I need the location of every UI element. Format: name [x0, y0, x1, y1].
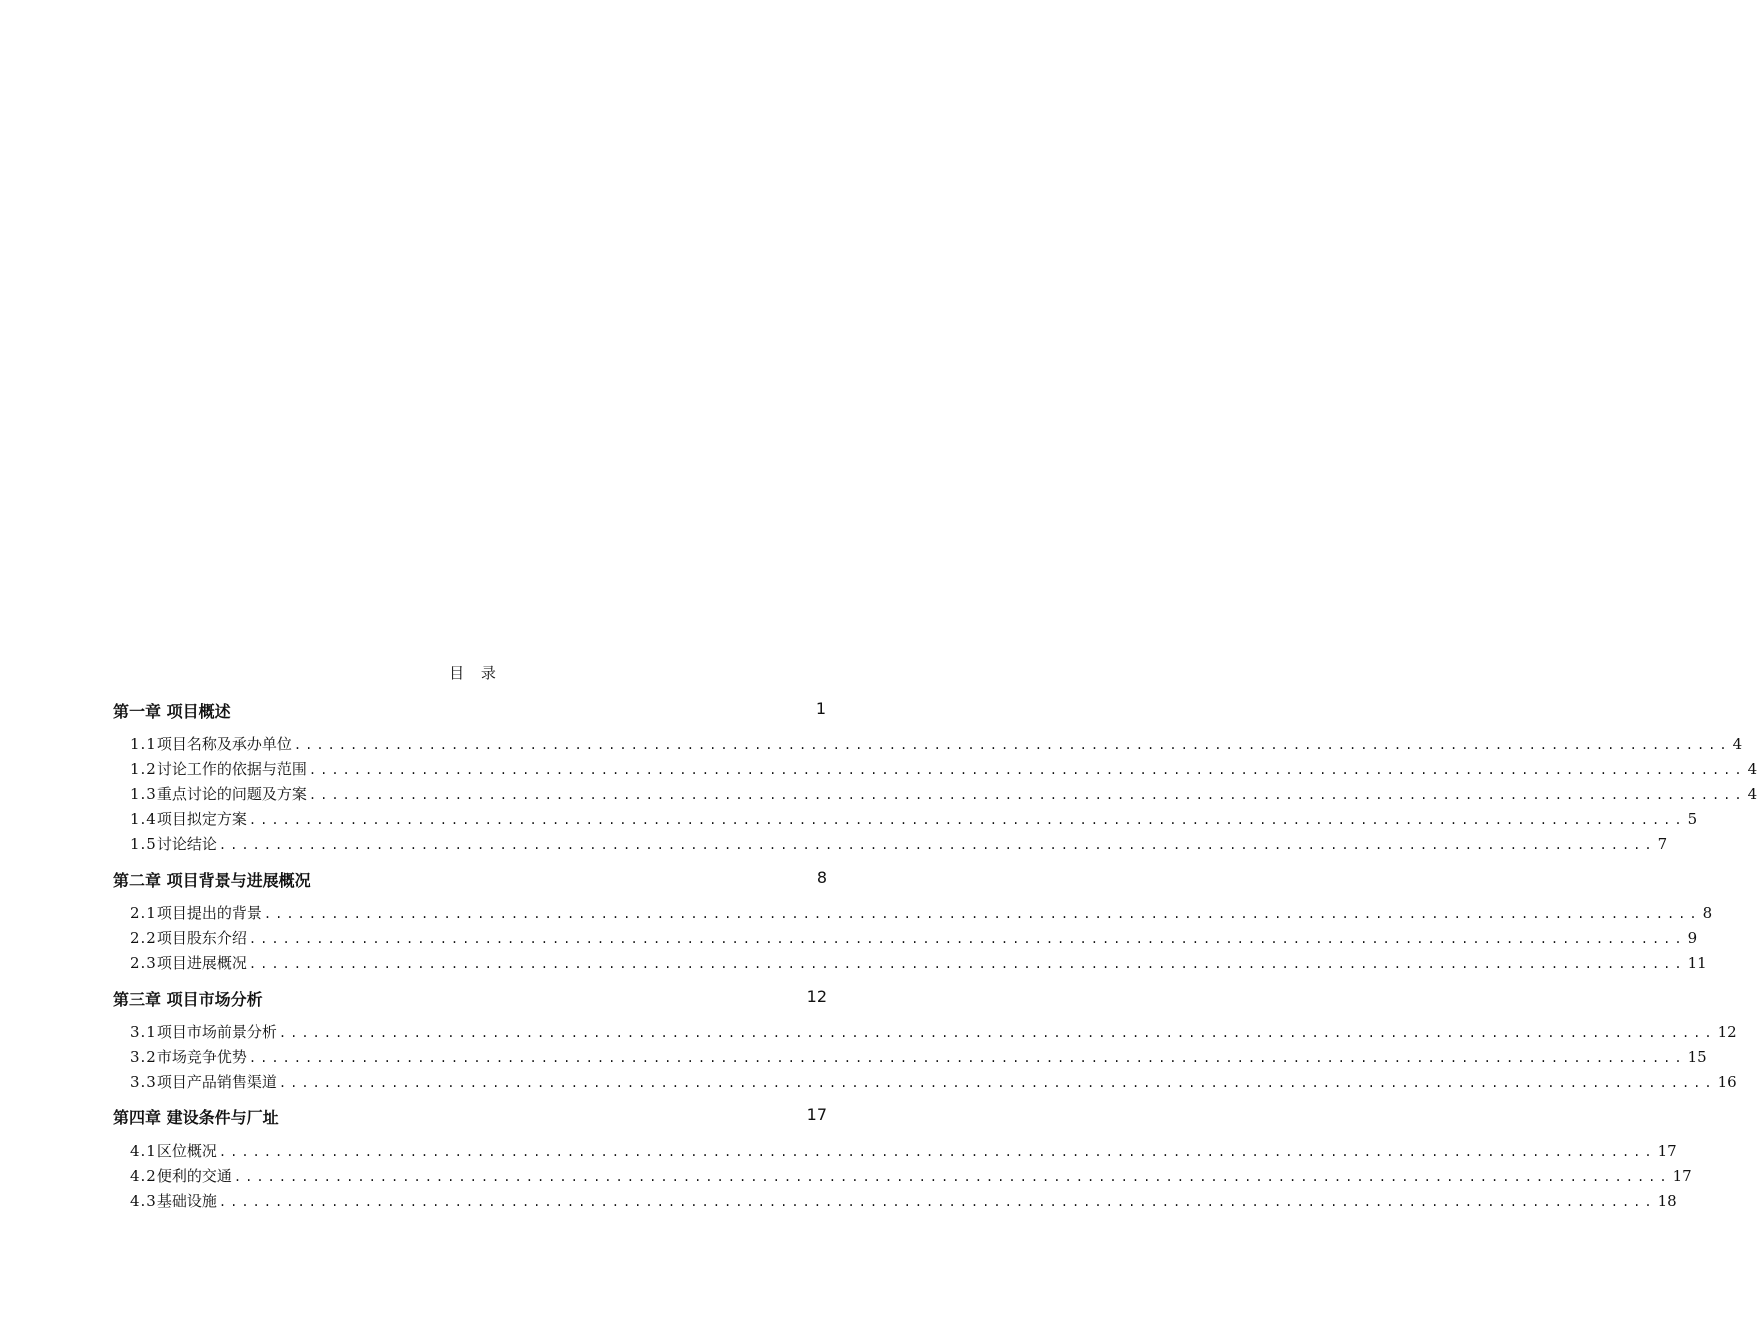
- dot-leader: ................................................................................................................................: [248, 932, 1686, 946]
- entry-number: 2.1: [130, 904, 157, 922]
- entry-number: 4.1: [130, 1142, 157, 1160]
- entry-page-number: 17: [1672, 1167, 1692, 1185]
- chapter-title: 第二章 项目背景与进展概况: [113, 871, 311, 890]
- entry-page-number: 15: [1687, 1048, 1707, 1066]
- toc-entry[interactable]: [130, 1046, 1707, 1068]
- chapter-title: 第四章 建设条件与厂址: [113, 1108, 279, 1127]
- entry-label: 重点讨论的问题及方案: [156, 785, 307, 803]
- toc-title: 目 录: [449, 664, 502, 682]
- entry-page-number: 16: [1717, 1073, 1737, 1091]
- dot-leader: ................................................................................................................................: [308, 788, 1746, 802]
- entry-label: 项目拟定方案: [156, 810, 247, 828]
- entry-number: 3.1: [130, 1023, 157, 1041]
- entry-page-number: 11: [1687, 954, 1707, 972]
- dot-leader: ................................................................................................................................: [218, 1195, 1656, 1209]
- entry-label: 基础设施: [156, 1192, 217, 1210]
- entry-page-number: 4: [1732, 735, 1743, 753]
- dot-leader: ................................................................................................................................: [293, 738, 1731, 752]
- entry-page-number: 18: [1657, 1192, 1677, 1210]
- dot-leader: ................................................................................................................................: [218, 838, 1656, 852]
- toc-entry[interactable]: [130, 927, 1698, 949]
- toc-entry[interactable]: [130, 1021, 1737, 1043]
- dot-leader: ................................................................................................................................: [263, 907, 1701, 921]
- entry-page-number: 12: [1717, 1023, 1737, 1041]
- dot-leader: ................................................................................................................................: [233, 1170, 1671, 1184]
- toc-chapter[interactable]: [113, 699, 833, 723]
- chapter-title: 第一章 项目概述: [113, 702, 231, 721]
- toc-entry[interactable]: [130, 952, 1707, 974]
- toc-entry[interactable]: [130, 902, 1713, 924]
- entry-page-number: 7: [1657, 835, 1668, 853]
- entry-number: 1.4: [130, 810, 157, 828]
- toc-chapter[interactable]: [113, 868, 833, 892]
- dot-leader: ................................................................................................................................: [278, 1026, 1716, 1040]
- entry-label: 项目名称及承办单位: [156, 735, 292, 753]
- entry-label: 项目提出的背景: [156, 904, 262, 922]
- entry-label: 市场竞争优势: [156, 1048, 247, 1066]
- toc-entry[interactable]: [130, 1140, 1677, 1162]
- entry-number: 1.1: [130, 735, 157, 753]
- entry-page-number: 4: [1747, 785, 1757, 803]
- entry-number: 3.3: [130, 1073, 157, 1091]
- entry-number: 4.2: [130, 1167, 157, 1185]
- entry-number: 3.2: [130, 1048, 157, 1066]
- entry-page-number: 5: [1687, 810, 1698, 828]
- toc-entry[interactable]: [130, 1190, 1677, 1212]
- dot-leader: ................................................................................................................................: [218, 1145, 1656, 1159]
- entry-number: 2.2: [130, 929, 157, 947]
- entry-label: 讨论工作的依据与范围: [156, 760, 307, 778]
- dot-leader: ................................................................................................................................: [248, 1051, 1686, 1065]
- toc-entry[interactable]: [130, 808, 1698, 830]
- dot-leader: ................................................................................................................................: [248, 957, 1686, 971]
- toc-chapter[interactable]: [113, 987, 833, 1011]
- entry-label: 项目进展概况: [156, 954, 247, 972]
- chapter-page-number: 17: [806, 1105, 827, 1124]
- entry-number: 2.3: [130, 954, 157, 972]
- toc-entry[interactable]: [130, 733, 1743, 755]
- entry-page-number: 9: [1687, 929, 1698, 947]
- entry-label: 项目产品销售渠道: [156, 1073, 277, 1091]
- entry-number: 1.3: [130, 785, 157, 803]
- toc-chapter[interactable]: [113, 1105, 833, 1129]
- entry-label: 讨论结论: [156, 835, 217, 853]
- entry-number: 4.3: [130, 1192, 157, 1210]
- chapter-page-number: 8: [816, 868, 827, 887]
- dot-leader: ................................................................................................................................: [278, 1076, 1716, 1090]
- entry-number: 1.2: [130, 760, 157, 778]
- entry-page-number: 17: [1657, 1142, 1677, 1160]
- dot-leader: ................................................................................................................................: [308, 763, 1746, 777]
- entry-page-number: 4: [1747, 760, 1757, 778]
- toc-entry[interactable]: [130, 783, 1757, 805]
- entry-label: 项目股东介绍: [156, 929, 247, 947]
- chapter-page-number: 12: [806, 987, 827, 1006]
- toc-entry[interactable]: [130, 1165, 1692, 1187]
- dot-leader: ................................................................................................................................: [248, 813, 1686, 827]
- entry-number: 1.5: [130, 835, 157, 853]
- toc-entry[interactable]: [130, 758, 1757, 780]
- toc-entry[interactable]: [130, 833, 1668, 855]
- entry-label: 区位概况: [156, 1142, 217, 1160]
- entry-label: 项目市场前景分析: [156, 1023, 277, 1041]
- entry-page-number: 8: [1702, 904, 1713, 922]
- chapter-title: 第三章 项目市场分析: [113, 990, 263, 1009]
- chapter-page-number: 1: [815, 699, 826, 718]
- entry-label: 便利的交通: [156, 1167, 232, 1185]
- toc-entry[interactable]: [130, 1071, 1737, 1093]
